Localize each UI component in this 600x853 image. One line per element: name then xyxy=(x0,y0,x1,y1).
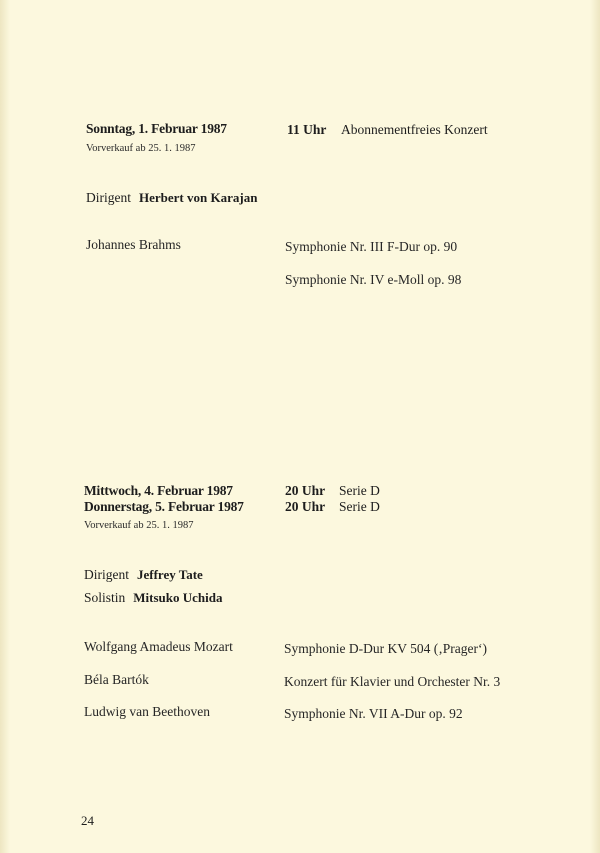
presale-note: Vorverkauf ab 25. 1. 1987 xyxy=(86,143,196,154)
composer-name: Ludwig van Beethoven xyxy=(84,704,210,719)
work-title: Konzert für Klavier und Orchester Nr. 3 xyxy=(284,674,501,689)
event-series: Abonnementfreies Konzert xyxy=(341,122,488,137)
event-series: Serie D xyxy=(339,499,380,514)
soloist-line xyxy=(84,589,222,607)
work-title: Symphonie Nr. VII A-Dur op. 92 xyxy=(284,706,463,721)
page-number: 24 xyxy=(81,813,94,828)
conductor-name: Jeffrey Tate xyxy=(137,567,203,582)
conductor-name: Herbert von Karajan xyxy=(139,190,258,205)
composer-name: Béla Bartók xyxy=(84,672,149,687)
presale-note: Vorverkauf ab 25. 1. 1987 xyxy=(84,520,194,531)
conductor-label: Dirigent xyxy=(84,567,129,582)
event-time: 20 Uhr xyxy=(285,483,326,498)
event-date: Sonntag, 1. Februar 1987 xyxy=(86,121,227,136)
page-edge-left xyxy=(0,0,10,853)
composer-name: Johannes Brahms xyxy=(86,237,181,252)
event-series: Serie D xyxy=(339,483,380,498)
event-time: 20 Uhr xyxy=(285,499,326,514)
work-title: Symphonie Nr. IV e-Moll op. 98 xyxy=(285,272,462,287)
event-date: Mittwoch, 4. Februar 1987 xyxy=(84,483,233,498)
event-date: Donnerstag, 5. Februar 1987 xyxy=(84,499,244,514)
event-time: 11 Uhr xyxy=(287,122,327,137)
soloist-label: Solistin xyxy=(84,590,126,605)
work-title: Symphonie D-Dur KV 504 (‚Prager‘) xyxy=(284,641,487,656)
soloist-name: Mitsuko Uchida xyxy=(133,590,223,605)
conductor-line xyxy=(86,189,257,207)
conductor-line xyxy=(84,566,203,584)
composer-name: Wolfgang Amadeus Mozart xyxy=(84,639,233,654)
conductor-label: Dirigent xyxy=(86,190,131,205)
page-edge-right xyxy=(590,0,600,853)
work-title: Symphonie Nr. III F-Dur op. 90 xyxy=(285,239,458,254)
